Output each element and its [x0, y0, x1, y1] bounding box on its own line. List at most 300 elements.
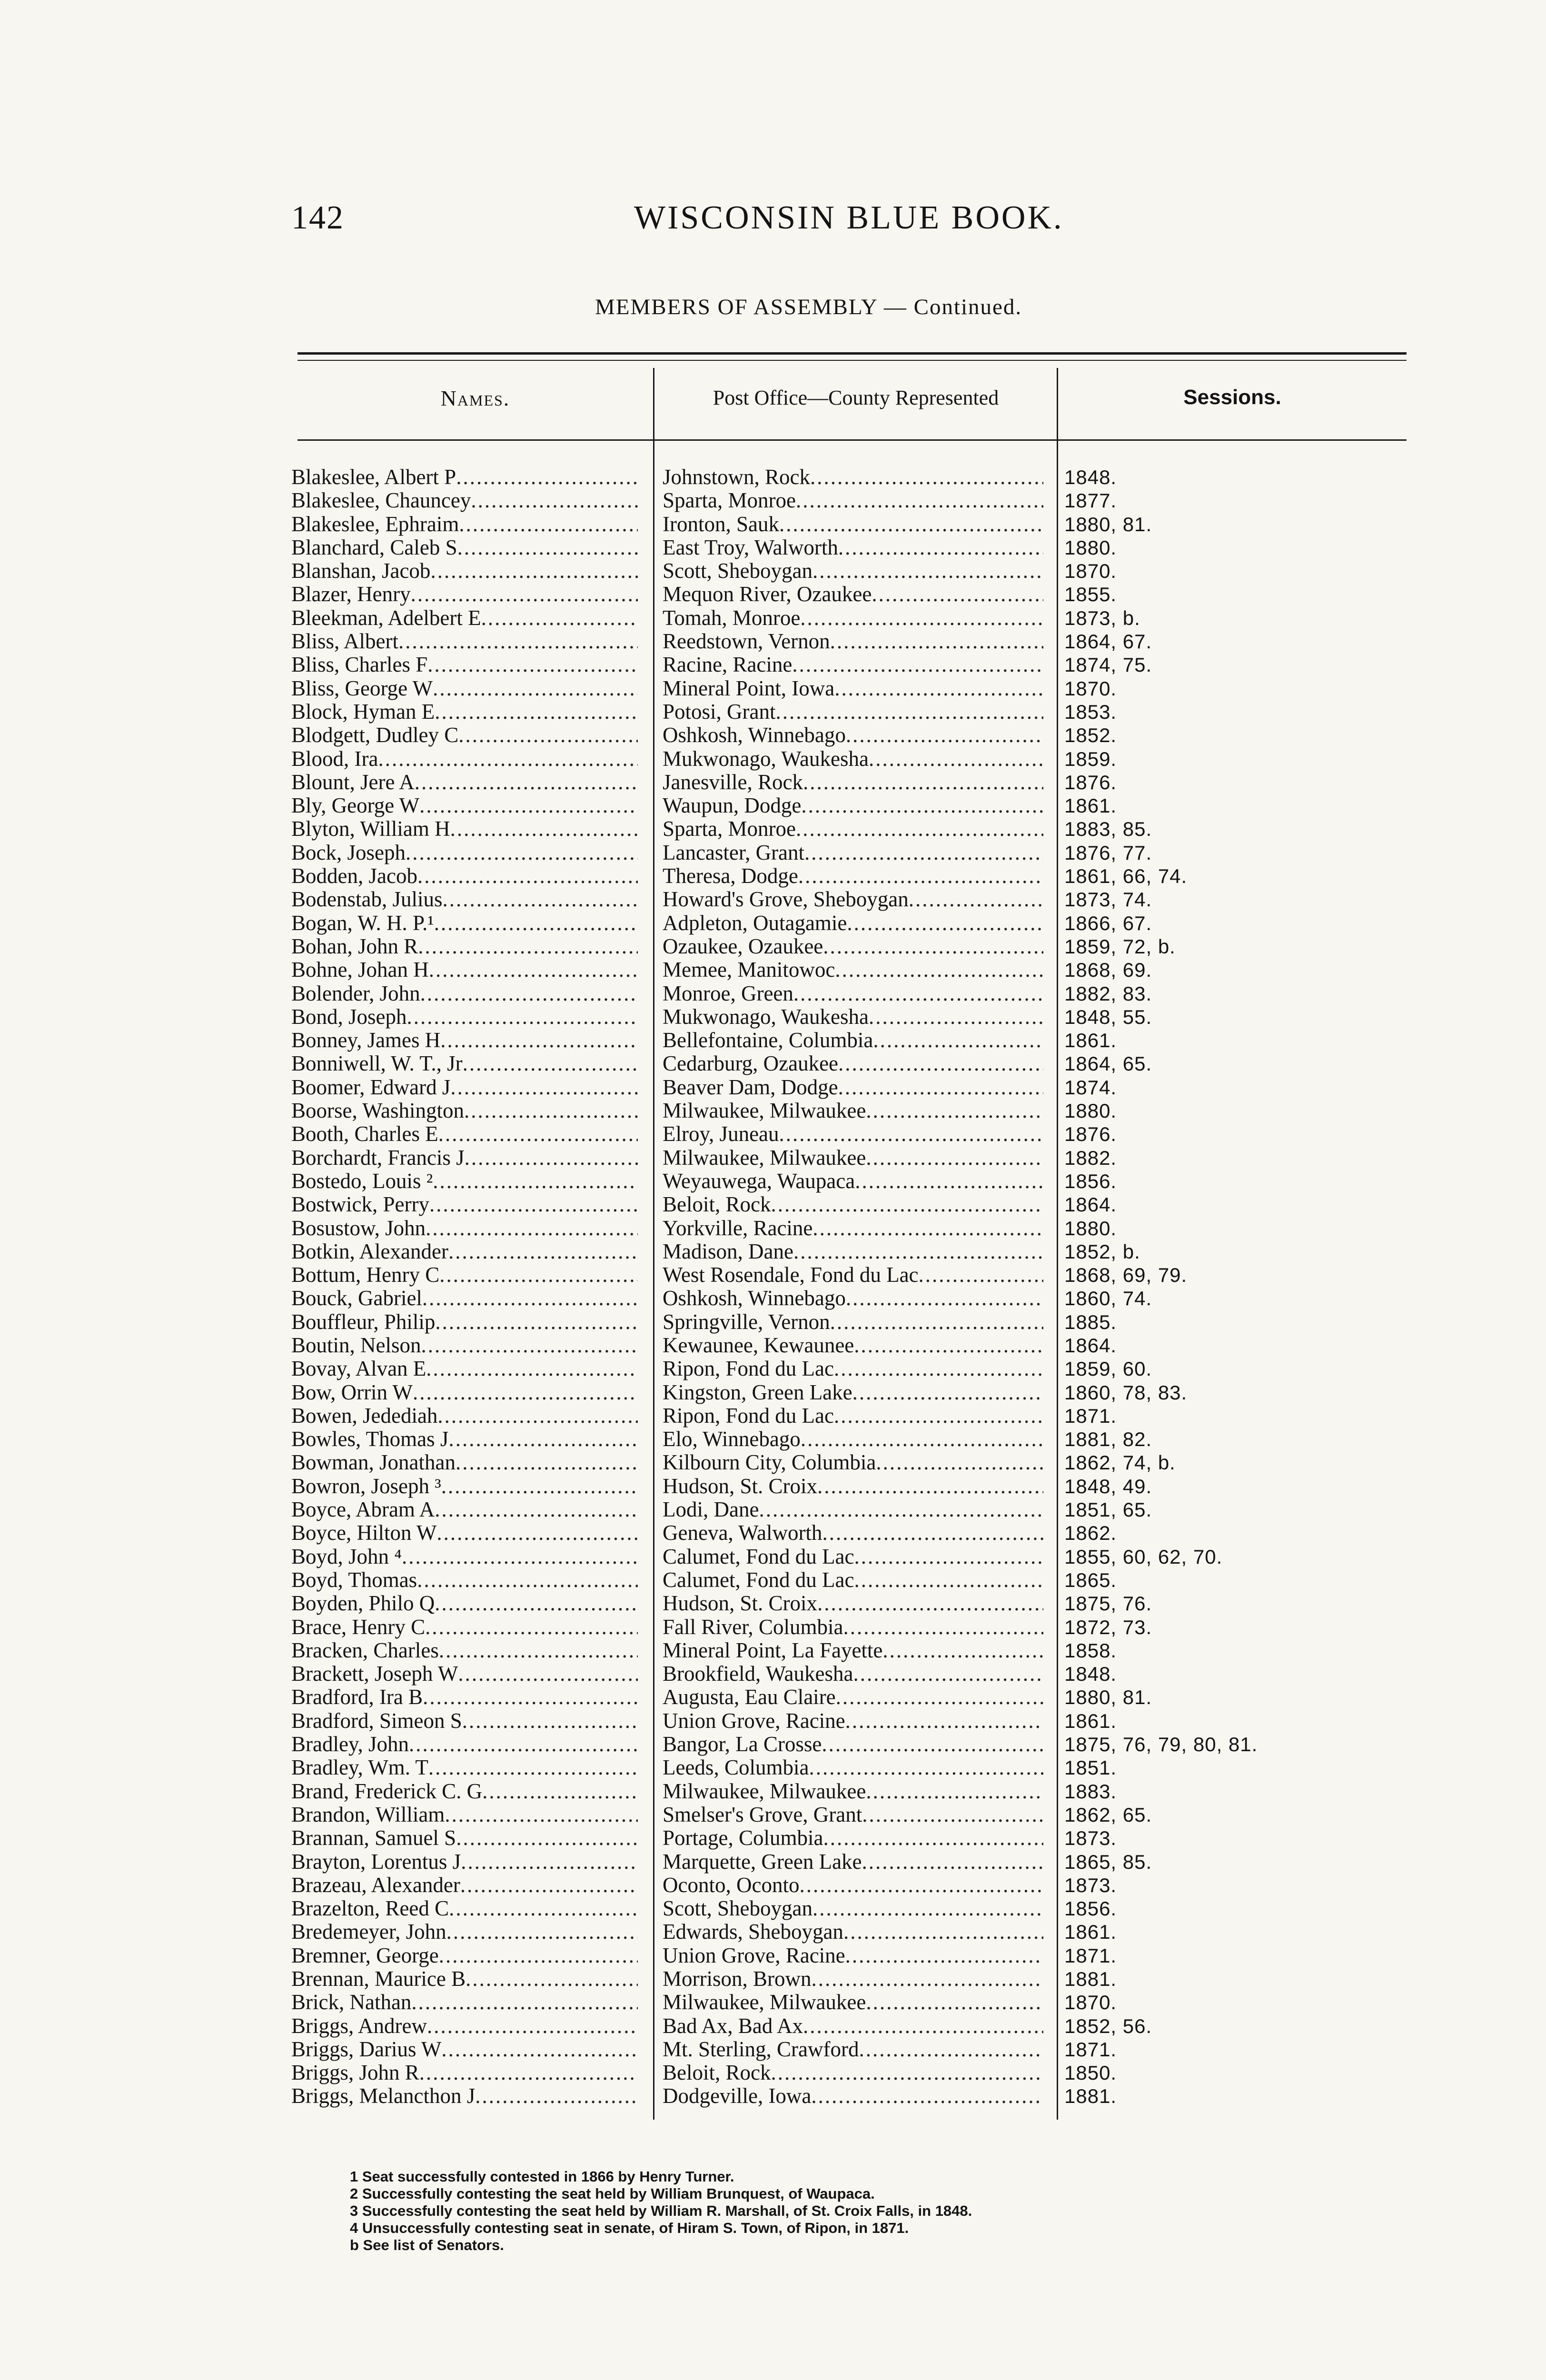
member-name-cell: [291, 1686, 638, 1709]
post-office-cell: [663, 1991, 1043, 2014]
post-office: Johnstown, Rock: [663, 466, 811, 489]
member-name-cell: [291, 1662, 638, 1686]
sessions-cell: [1064, 1029, 1397, 1052]
table-row: [0, 1122, 1546, 1146]
member-name-cell: [291, 1521, 638, 1545]
member-name: Briggs, John R: [291, 2061, 419, 2085]
member-name: Bleekman, Adelbert E: [291, 606, 481, 630]
leader-dots: [457, 536, 638, 559]
member-name-cell: [291, 1005, 638, 1029]
leader-dots: [813, 1217, 1043, 1240]
leader-dots: [835, 958, 1043, 982]
post-office-cell: [663, 1287, 1043, 1310]
post-office: Tomah, Monroe: [663, 606, 801, 630]
post-office-cell: [663, 536, 1043, 559]
leader-dots: [463, 1052, 638, 1075]
post-office-cell: [663, 1310, 1043, 1334]
sessions: 1861.: [1064, 794, 1117, 817]
member-name: Bliss, George W: [291, 676, 433, 700]
post-office: Lancaster, Grant: [663, 841, 805, 864]
post-office: Janesville, Rock: [663, 770, 803, 794]
post-office-cell: [663, 1404, 1043, 1428]
leader-dots: [846, 1287, 1043, 1310]
leader-dots: [823, 935, 1043, 958]
leader-dots: [466, 1967, 638, 1991]
table-row: [0, 1404, 1546, 1428]
leader-dots: [796, 817, 1043, 841]
sessions: 1850.: [1064, 2062, 1117, 2084]
sessions-cell: [1064, 1428, 1397, 1451]
post-office: Milwaukee, Milwaukee: [663, 1779, 866, 1803]
table-row: [0, 935, 1546, 958]
table-row: [0, 1521, 1546, 1545]
member-name: Brannan, Samuel S: [291, 1826, 456, 1850]
member-name-cell: [291, 1428, 638, 1451]
post-office: Union Grove, Racine: [663, 1709, 845, 1733]
post-office-cell: [663, 747, 1043, 771]
post-office-cell: [663, 2014, 1043, 2038]
leader-dots: [439, 1263, 638, 1287]
member-name: Bostedo, Louis ²: [291, 1169, 433, 1193]
leader-dots: [428, 1756, 638, 1779]
sessions-cell: [1064, 466, 1397, 489]
sessions: 1876.: [1064, 771, 1117, 793]
leader-dots: [430, 559, 638, 583]
sessions: 1865.: [1064, 1568, 1117, 1591]
sessions-cell: [1064, 1616, 1397, 1639]
member-name: Bohne, Johan H: [291, 958, 429, 982]
post-office-cell: [663, 1662, 1043, 1686]
member-name-cell: [291, 1146, 638, 1170]
post-office: Ironton, Sauk: [663, 512, 779, 536]
table-row: [0, 1263, 1546, 1287]
table-row: [0, 1005, 1546, 1029]
table-row: [0, 864, 1546, 888]
table-row: [0, 2084, 1546, 2108]
leader-dots: [409, 1733, 638, 1756]
leader-dots: [462, 1709, 638, 1733]
leader-dots: [434, 912, 638, 935]
post-office: Mineral Point, Iowa: [663, 676, 835, 700]
column-header-post-office: Post Office—County Represented: [713, 386, 999, 409]
post-office-cell: [663, 1475, 1043, 1498]
table-row: [0, 1240, 1546, 1263]
member-name-cell: [291, 982, 638, 1005]
sessions-cell: [1064, 1122, 1397, 1146]
post-office-cell: [663, 841, 1043, 864]
table-row: [0, 2038, 1546, 2061]
post-office: Fall River, Columbia: [663, 1615, 843, 1639]
member-name: Briggs, Melancthon J: [291, 2084, 476, 2108]
member-name-cell: [291, 935, 638, 958]
sessions-cell: [1064, 1404, 1397, 1428]
member-name-cell: [291, 700, 638, 724]
post-office: Yorkville, Racine: [663, 1216, 813, 1240]
post-office: Kilbourn City, Columbia: [663, 1451, 876, 1475]
leader-dots: [830, 1310, 1043, 1334]
sessions: 1876, 77.: [1064, 841, 1152, 864]
footnote: 4 Unsuccessfully contesting seat in senate, of Hiram S. Town, of Ripon, in 1871.: [350, 2220, 909, 2236]
leader-dots: [427, 2014, 638, 2038]
sessions-cell: [1064, 513, 1397, 536]
member-name: Bond, Joseph: [291, 1005, 407, 1029]
member-name: Bowen, Jedediah: [291, 1404, 438, 1428]
leader-dots: [822, 1521, 1043, 1545]
post-office-cell: [663, 466, 1043, 489]
sessions: 1880, 81.: [1064, 513, 1152, 536]
member-name: Blakeslee, Albert P: [291, 466, 456, 489]
leader-dots: [449, 1897, 638, 1920]
sessions: 1871.: [1064, 1944, 1117, 1967]
section-title: MEMBERS OF ASSEMBLY — Continued.: [595, 295, 1022, 319]
sessions-cell: [1064, 536, 1397, 559]
member-name: Boyd, Thomas: [291, 1568, 417, 1592]
post-office: Brookfield, Waukesha: [663, 1662, 853, 1686]
leader-dots: [909, 888, 1043, 911]
post-office: Reedstown, Vernon: [663, 630, 830, 654]
member-name-cell: [291, 912, 638, 935]
leader-dots: [876, 1451, 1043, 1474]
member-name: Brandon, William: [291, 1803, 445, 1826]
post-office: Elroy, Juneau: [663, 1122, 779, 1146]
post-office-cell: [663, 794, 1043, 817]
leader-dots: [482, 1780, 638, 1803]
member-name-cell: [291, 1780, 638, 1803]
post-office: Racine, Racine: [663, 653, 793, 677]
leader-dots: [448, 1428, 638, 1451]
post-office-cell: [663, 912, 1043, 935]
post-office-cell: [663, 1052, 1043, 1075]
table-row: [0, 1310, 1546, 1334]
member-name: Boyden, Philo Q: [291, 1592, 435, 1616]
post-office: Oshkosh, Winnebago: [663, 1287, 846, 1310]
leader-dots: [869, 1005, 1043, 1029]
leader-dots: [435, 1498, 638, 1521]
sessions-cell: [1064, 630, 1397, 653]
post-office-cell: [663, 1428, 1043, 1451]
post-office-cell: [663, 583, 1043, 606]
sessions-cell: [1064, 1592, 1397, 1615]
sessions-cell: [1064, 1052, 1397, 1075]
post-office: Sparta, Monroe: [663, 817, 796, 841]
sessions: 1861.: [1064, 1921, 1117, 1944]
sessions: 1872, 73.: [1064, 1616, 1152, 1638]
member-name-cell: [291, 1733, 638, 1756]
post-office-cell: [663, 677, 1043, 700]
member-name-cell: [291, 1592, 638, 1615]
footnote: 2 Successfully contesting the seat held by William Brunquest, of Waupaca.: [350, 2185, 875, 2202]
sessions-cell: [1064, 1005, 1397, 1029]
header-bottom-rule: [297, 439, 1407, 441]
member-name-cell: [291, 1498, 638, 1521]
post-office: Calumet, Fond du Lac: [663, 1545, 854, 1568]
member-name: Brazelton, Reed C: [291, 1897, 449, 1921]
leader-dots: [882, 1639, 1043, 1662]
sessions: 1881.: [1064, 2085, 1117, 2108]
sessions-cell: [1064, 958, 1397, 982]
leader-dots: [811, 2084, 1043, 2108]
table-row: [0, 1451, 1546, 1474]
table-row: [0, 1287, 1546, 1310]
member-name-cell: [291, 1874, 638, 1897]
column-header-sessions: Sessions.: [1183, 386, 1281, 409]
table-row: [0, 841, 1546, 864]
table-row: [0, 677, 1546, 700]
member-name: Boyce, Hilton W: [291, 1521, 437, 1545]
post-office-cell: [663, 982, 1043, 1005]
post-office-cell: [663, 1874, 1043, 1897]
member-name: Bly, George W: [291, 794, 420, 818]
sessions: 1873.: [1064, 1827, 1117, 1850]
post-office: Hudson, St. Croix: [663, 1474, 818, 1498]
leader-dots: [796, 489, 1043, 512]
table-row: [0, 724, 1546, 747]
leader-dots: [425, 1616, 638, 1639]
sessions: 1848, 55.: [1064, 1005, 1152, 1028]
leader-dots: [419, 2061, 638, 2084]
post-office: West Rosendale, Fond du Lac: [663, 1263, 919, 1287]
sessions-cell: [1064, 1967, 1397, 1991]
leader-dots: [866, 1780, 1043, 1803]
member-name: Bodden, Jacob: [291, 864, 417, 888]
leader-dots: [776, 700, 1043, 724]
post-office-cell: [663, 1099, 1043, 1122]
member-name: Brackett, Joseph W: [291, 1662, 458, 1686]
sessions: 1864.: [1064, 1334, 1117, 1357]
post-office: Lodi, Dane: [663, 1498, 759, 1522]
sessions-cell: [1064, 1850, 1397, 1874]
sessions: 1851, 65.: [1064, 1498, 1152, 1521]
table-row: [0, 489, 1546, 512]
sessions-cell: [1064, 2061, 1397, 2084]
leader-dots: [847, 912, 1043, 935]
post-office: Scott, Sheboygan: [663, 559, 813, 583]
leader-dots: [423, 1686, 638, 1709]
table-row: [0, 1897, 1546, 1920]
member-name-cell: [291, 841, 638, 864]
member-name: Bohan, John R: [291, 934, 418, 958]
member-name-cell: [291, 2014, 638, 2038]
sessions: 1882.: [1064, 1146, 1117, 1169]
member-name-cell: [291, 653, 638, 676]
leader-dots: [836, 1686, 1043, 1709]
sessions-cell: [1064, 606, 1397, 630]
post-office-cell: [663, 1616, 1043, 1639]
leader-dots: [873, 1029, 1043, 1052]
post-office: Howard's Grove, Sheboygan: [663, 888, 909, 912]
table-row: [0, 1498, 1546, 1521]
sessions: 1861, 66, 74.: [1064, 865, 1188, 888]
leader-dots: [429, 958, 638, 982]
post-office: Cedarburg, Ozaukee: [663, 1052, 839, 1076]
post-office-cell: [663, 817, 1043, 841]
leader-dots: [838, 1052, 1043, 1075]
member-name: Bowles, Thomas J: [291, 1428, 449, 1451]
post-office-cell: [663, 1498, 1043, 1521]
post-office: Ripon, Fond du Lac: [663, 1357, 834, 1381]
sessions: 1860, 78, 83.: [1064, 1381, 1188, 1404]
table-row: [0, 1780, 1546, 1803]
member-name-cell: [291, 1334, 638, 1357]
sessions-cell: [1064, 1733, 1397, 1756]
page-header: [291, 199, 1434, 251]
member-name: Blood, Ira: [291, 747, 378, 771]
sessions-cell: [1064, 1780, 1397, 1803]
sessions-cell: [1064, 888, 1397, 911]
leader-dots: [759, 1498, 1043, 1521]
leader-dots: [438, 1122, 638, 1146]
post-office: Marquette, Green Lake: [663, 1850, 862, 1874]
leader-dots: [803, 771, 1043, 794]
member-name-cell: [291, 1122, 638, 1146]
sessions-cell: [1064, 1451, 1397, 1474]
member-name: Brace, Henry C: [291, 1615, 426, 1639]
leader-dots: [411, 583, 638, 606]
table-row: [0, 559, 1546, 583]
sessions-cell: [1064, 1545, 1397, 1568]
leader-dots: [817, 1475, 1043, 1498]
member-name-cell: [291, 559, 638, 583]
member-name-cell: [291, 1709, 638, 1733]
sessions-cell: [1064, 1498, 1397, 1521]
post-office-cell: [663, 1334, 1043, 1357]
member-name: Bolender, John: [291, 982, 420, 1005]
leader-dots: [862, 1803, 1043, 1826]
table-row: [0, 1475, 1546, 1498]
member-name: Brazeau, Alexander: [291, 1873, 460, 1897]
member-name-cell: [291, 513, 638, 536]
sessions-cell: [1064, 1146, 1397, 1170]
post-office: Elo, Winnebago: [663, 1428, 801, 1451]
leader-dots: [862, 1850, 1043, 1874]
table-row: [0, 653, 1546, 676]
sessions: 1852, b.: [1064, 1240, 1140, 1263]
member-name-cell: [291, 1287, 638, 1310]
post-office: Milwaukee, Milwaukee: [663, 1146, 866, 1170]
sessions-cell: [1064, 1991, 1397, 2014]
page-number: 142: [291, 199, 344, 236]
member-name: Boyce, Abram A: [291, 1498, 435, 1522]
member-name: Boomer, Edward J: [291, 1075, 451, 1099]
leader-dots: [439, 1639, 638, 1662]
member-name-cell: [291, 1803, 638, 1826]
leader-dots: [427, 653, 638, 676]
sessions: 1880.: [1064, 1217, 1117, 1240]
leader-dots: [435, 1310, 638, 1334]
member-name-cell: [291, 630, 638, 653]
leader-dots: [799, 1874, 1043, 1897]
member-name-cell: [291, 794, 638, 817]
table-row: [0, 1639, 1546, 1662]
sessions-cell: [1064, 1874, 1397, 1897]
member-name: Bradford, Ira B: [291, 1686, 423, 1709]
table-row: [0, 583, 1546, 606]
sessions-cell: [1064, 794, 1397, 817]
sessions: 1864, 67.: [1064, 630, 1152, 653]
member-name-cell: [291, 1545, 638, 1568]
leader-dots: [834, 1357, 1043, 1380]
leader-dots: [443, 888, 638, 911]
leader-dots: [465, 1146, 638, 1170]
sessions: 1855, 60, 62, 70.: [1064, 1545, 1223, 1568]
sessions: 1874, 75.: [1064, 654, 1152, 676]
leader-dots: [845, 1709, 1043, 1733]
sessions-cell: [1064, 653, 1397, 676]
leader-dots: [398, 630, 638, 653]
post-office: Milwaukee, Milwaukee: [663, 1991, 866, 2014]
sessions: 1866, 67.: [1064, 912, 1152, 934]
leader-dots: [448, 1240, 638, 1263]
post-office-cell: [663, 1029, 1043, 1052]
leader-dots: [823, 1826, 1043, 1850]
post-office-cell: [663, 2038, 1043, 2061]
member-name: Borchardt, Francis J: [291, 1146, 465, 1170]
table-row: [0, 1662, 1546, 1686]
sessions: 1852.: [1064, 724, 1117, 747]
leader-dots: [456, 466, 638, 489]
leader-dots: [838, 536, 1043, 559]
leader-dots: [843, 1616, 1043, 1639]
sessions-cell: [1064, 1662, 1397, 1686]
member-name: Bovay, Alvan E: [291, 1357, 426, 1381]
member-name-cell: [291, 1099, 638, 1122]
post-office-cell: [663, 958, 1043, 982]
member-name: Bock, Joseph: [291, 841, 406, 864]
member-name: Bosustow, John: [291, 1216, 426, 1240]
post-office-cell: [663, 1897, 1043, 1920]
member-name: Bliss, Albert: [291, 630, 399, 654]
sessions: 1848.: [1064, 1663, 1117, 1686]
sessions-cell: [1064, 1686, 1397, 1709]
post-office-cell: [663, 1967, 1043, 1991]
post-office: Bad Ax, Bad Ax: [663, 2014, 803, 2038]
leader-dots: [418, 935, 638, 958]
post-office: Beaver Dam, Dodge: [663, 1075, 838, 1099]
book-title: WISCONSIN BLUE BOOK.: [634, 199, 1064, 236]
member-name: Bow, Orrin W: [291, 1380, 413, 1404]
member-name: Bradley, Wm. T: [291, 1756, 428, 1780]
leader-dots: [422, 1287, 638, 1310]
post-office-cell: [663, 888, 1043, 911]
leader-dots: [779, 513, 1043, 536]
member-name-cell: [291, 724, 638, 747]
sessions: 1874.: [1064, 1076, 1117, 1099]
member-name-cell: [291, 1357, 638, 1380]
member-name: Bonniwell, W. T., Jr: [291, 1052, 463, 1076]
leader-dots: [407, 1005, 638, 1029]
member-name-cell: [291, 606, 638, 630]
sessions: 1880, 81.: [1064, 1686, 1152, 1709]
sessions-cell: [1064, 489, 1397, 512]
member-name-cell: [291, 864, 638, 888]
leader-dots: [793, 982, 1043, 1005]
leader-dots: [411, 1991, 638, 2014]
member-name-cell: [291, 817, 638, 841]
sessions: 1864.: [1064, 1193, 1117, 1216]
post-office: Theresa, Dodge: [663, 864, 798, 888]
member-name-cell: [291, 747, 638, 771]
sessions-cell: [1064, 1639, 1397, 1662]
post-office-cell: [663, 489, 1043, 512]
leader-dots: [445, 1803, 638, 1826]
post-office: Kingston, Green Lake: [663, 1380, 852, 1404]
post-office-cell: [663, 1920, 1043, 1944]
member-name-cell: [291, 1310, 638, 1334]
sessions-cell: [1064, 1334, 1397, 1357]
leader-dots: [801, 794, 1043, 817]
member-name-cell: [291, 2061, 638, 2084]
member-name: Brennan, Maurice B: [291, 1967, 466, 1991]
